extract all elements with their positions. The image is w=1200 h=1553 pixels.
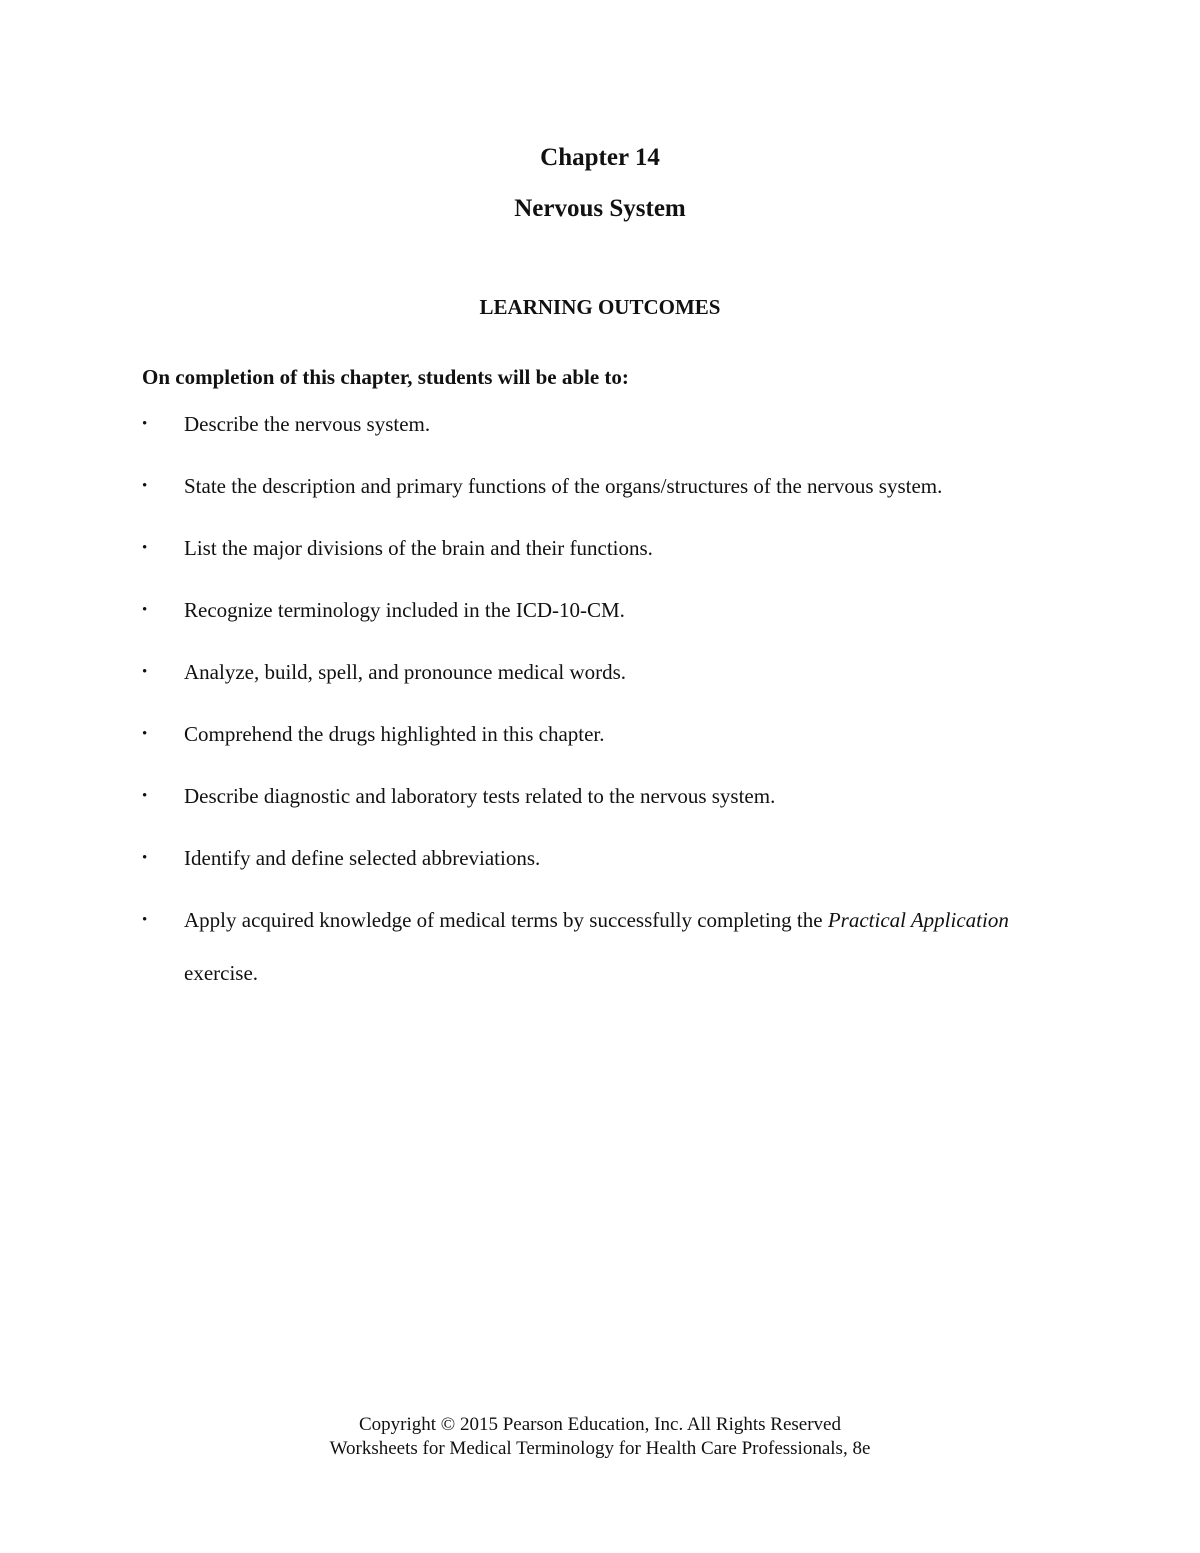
intro-text: On completion of this chapter, students will be able to:: [142, 365, 629, 389]
list-item: [142, 472, 1042, 500]
bullet-icon: •: [142, 912, 148, 928]
book-title-line: Worksheets for Medical Terminology for Health Care Professionals, 8e: [329, 1438, 871, 1459]
outcome-text: Analyze, build, spell, and pronounce medical words.: [184, 660, 627, 684]
list-item: [142, 782, 1042, 810]
bullet-icon: •: [142, 850, 148, 866]
outcome-text: Recognize terminology included in the ICD-10-CM.: [184, 598, 625, 622]
list-item: [142, 658, 1042, 686]
list-item: [142, 844, 1042, 872]
section-heading: LEARNING OUTCOMES: [479, 295, 721, 319]
list-item: [142, 894, 1042, 1000]
list-item: [142, 720, 1042, 748]
chapter-title: Chapter 14: [540, 144, 660, 171]
emphasized-term: Practical Application: [827, 908, 1009, 932]
chapter-subtitle: Nervous System: [514, 195, 686, 222]
outcome-text: List the major divisions of the brain and their functions.: [184, 536, 653, 560]
bullet-icon: •: [142, 478, 148, 494]
bullet-icon: •: [142, 664, 148, 680]
list-item: [142, 534, 1042, 562]
bullet-icon: •: [142, 602, 148, 618]
outcome-text: Identify and define selected abbreviations.: [184, 846, 541, 870]
outcome-text-end: exercise.: [184, 961, 259, 985]
outcome-text: Apply acquired knowledge of medical terms by successfully completing the: [184, 908, 828, 932]
bullet-icon: •: [142, 788, 148, 804]
list-item: [142, 410, 1042, 438]
list-item: [142, 596, 1042, 624]
bullet-icon: •: [142, 540, 148, 556]
outcomes-list: [142, 410, 1042, 1034]
bullet-icon: •: [142, 726, 148, 742]
outcome-text: Describe diagnostic and laboratory tests related to the nervous system.: [184, 784, 776, 808]
outcome-text: State the description and primary functions of the organs/structures of the nervous system.: [184, 474, 943, 498]
outcome-text: Describe the nervous system.: [184, 412, 431, 436]
copyright-line: Copyright © 2015 Pearson Education, Inc. All Rights Reserved: [359, 1414, 841, 1435]
page-footer: [0, 1413, 1200, 1461]
outcome-text: Comprehend the drugs highlighted in this chapter.: [184, 722, 605, 746]
bullet-icon: •: [142, 416, 148, 432]
